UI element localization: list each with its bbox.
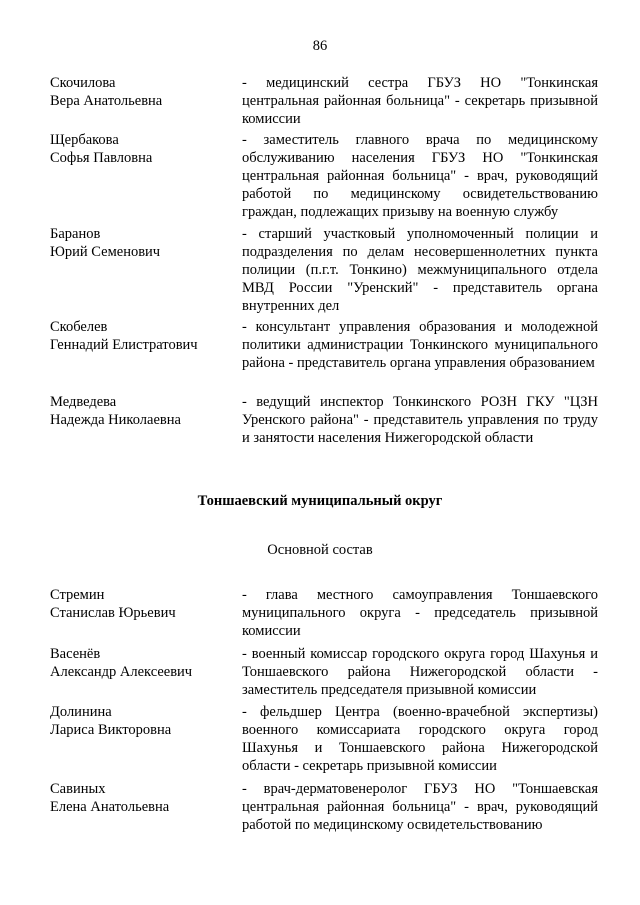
member-role: - ведущий инспектор Тонкинского РОЗН ГКУ "ЦЗН Уренского района" - представитель управления по труду и занятости населения Нижегородской области: [242, 394, 598, 446]
member-surname: Скобелев: [50, 319, 108, 335]
member-role: - консультант управления образования и молодежной политики администрации Тонкинского муниципального района - представитель органа управления образованием: [242, 319, 598, 371]
member-surname: Медведева: [50, 394, 117, 410]
member-given-names: Лариса Викторовна: [50, 722, 172, 738]
section-title: Тоншаевский муниципальный округ: [197, 493, 443, 509]
member-name: [50, 393, 235, 429]
member-role: - заместитель главного врача по медицинскому обслуживанию населения ГБУЗ НО "Тонкинская центральная районная больница" - врач, руководящий работой по медицинскому освидетельствованию граждан, подлежащих призыву на военную службу: [242, 132, 598, 220]
member-given-names: Софья Павловна: [50, 150, 153, 166]
member-role: - военный комиссар городского округа город Шахунья и Тоншаевского района Нижегородской области - заместитель председателя призывной комиссии: [242, 646, 598, 698]
member-role: - врач-дерматовенеролог ГБУЗ НО "Тоншаевская центральная районная больница" - врач, руководящий работой по медицинскому освидетельствованию: [242, 781, 598, 833]
member-role: - старший участковый уполномоченный полиции и подразделения по делам несовершеннолетних пункта полиции (п.г.т. Тонкино) межмуниципального отдела МВД России "Уренский" - представитель органа внутренних дел: [242, 226, 598, 314]
member-given-names: Александр Алексеевич: [50, 664, 193, 680]
member-name: [50, 225, 235, 261]
member-given-names: Вера Анатольевна: [50, 93, 163, 109]
member-name: [50, 74, 235, 110]
member-surname: Баранов: [50, 226, 101, 242]
member-name: [50, 703, 235, 739]
member-role: - фельдшер Центра (военно-врачебной экспертизы) военного комиссариата городского округа город Шахунья и Тоншаевского района Нижегородской области - секретарь призывной комиссии: [242, 704, 598, 774]
member-surname: Скочилова: [50, 75, 116, 91]
member-name: [50, 780, 235, 816]
member-surname: Долинина: [50, 704, 112, 720]
page-number: 86: [312, 38, 328, 54]
member-given-names: Елена Анатольевна: [50, 799, 170, 815]
member-name: [50, 645, 235, 681]
member-given-names: Станислав Юрьевич: [50, 605, 176, 621]
member-given-names: Надежда Николаевна: [50, 412, 181, 428]
member-given-names: Юрий Семенович: [50, 244, 161, 260]
member-name: [50, 586, 235, 622]
member-role: - медицинский сестра ГБУЗ НО "Тонкинская центральная районная больница" - секретарь призывной комиссии: [242, 75, 598, 127]
member-given-names: Геннадий Елистратович: [50, 337, 198, 353]
member-surname: Стремин: [50, 587, 105, 603]
member-surname: Васенёв: [50, 646, 101, 662]
section-subtitle: Основной состав: [267, 542, 373, 558]
member-surname: Савиных: [50, 781, 106, 797]
member-name: [50, 318, 235, 354]
member-name: [50, 131, 235, 167]
member-surname: Щербакова: [50, 132, 119, 148]
member-role: - глава местного самоуправления Тоншаевского муниципального округа - председатель призывной комиссии: [242, 587, 598, 639]
